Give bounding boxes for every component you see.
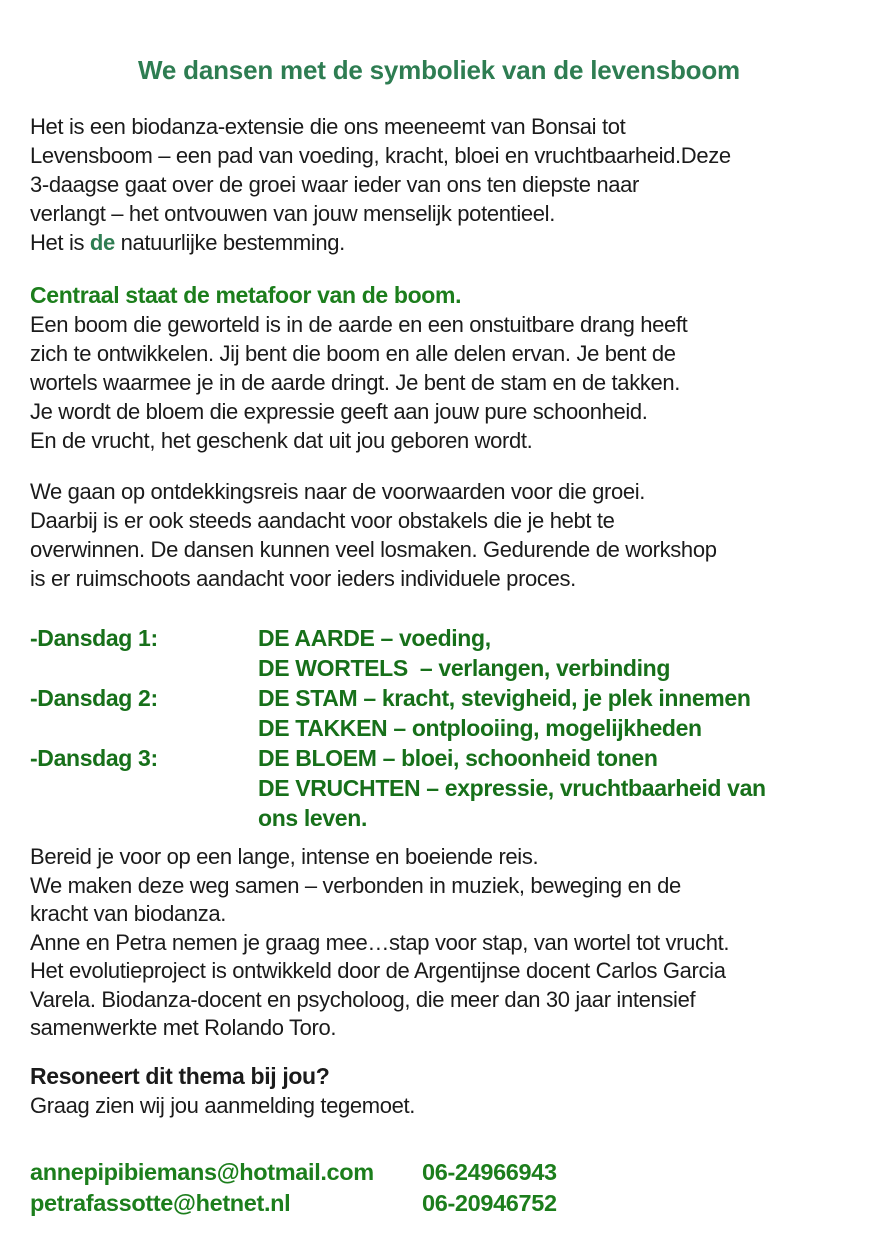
schedule-row [30,653,848,683]
journey-paragraph [30,843,848,1043]
text-line: We maken deze weg samen – verbonden in muziek, beweging en de [30,872,681,898]
dansdag-label: -Dansdag 3: [30,745,158,771]
text-line: Varela. Biodanza-docent en psycholoog, die meer dan 30 jaar intensief [30,986,696,1012]
contact-phone: 06-24966943 [422,1158,557,1185]
dansdag-label: -Dansdag 1: [30,625,158,651]
text-line: Daarbij is er ook steeds aandacht voor obstakels die je hebt te [30,508,615,533]
contact-row [30,1157,848,1188]
schedule-row [30,623,848,653]
text-line: Een boom die geworteld is in de aarde en een onstuitbare drang heeft [30,312,688,337]
text-line: Anne en Petra nemen je graag mee…stap voor stap, van wortel tot vrucht. [30,929,730,955]
schedule-topic: DE TAKKEN – ontplooiing, mogelijkheden [258,715,702,741]
intro-paragraph [30,112,848,257]
schedule [30,623,848,833]
text-line: En de vrucht, het geschenk dat uit jou geboren wordt. [30,428,533,453]
text-line: Levensboom – een pad van voeding, kracht, bloei en vruchtbaarheid.Deze [30,143,731,168]
text-line: Het is een biodanza-extensie die ons meeneemt van Bonsai tot [30,114,626,139]
schedule-row [30,743,848,773]
contact-phone: 06-20946752 [422,1189,557,1216]
text-segment: natuurlijke bestemming. [114,230,345,255]
text-line: samenwerkte met Rolando Toro. [30,1015,337,1040]
page-title: We dansen met de symboliek van de levensboom [138,55,740,85]
text-line: Bereid je voor op een lange, intense en boeiende reis. [30,844,539,869]
schedule-topic: ons leven. [258,805,367,831]
dansdag-label [30,713,258,743]
schedule-row [30,683,848,713]
text-line [30,228,848,257]
discovery-paragraph [30,477,848,593]
text-line: Je wordt de bloem die expressie geeft aan jouw pure schoonheid. [30,399,648,424]
schedule-row [30,803,848,833]
resonate-question: Resoneert dit thema bij jou? [30,1062,330,1089]
schedule-topic: DE VRUCHTEN – expressie, vruchtbaarheid van [258,775,766,801]
text-line: verlangt – het ontvouwen van jouw menselijk potentieel. [30,201,555,226]
text-segment: Het is [30,230,90,255]
text-line: is er ruimschoots aandacht voor ieders individuele proces. [30,566,576,591]
contact-block [30,1157,848,1219]
dansdag-label [30,803,258,833]
contact-email: annepipibiemans@hotmail.com [30,1158,374,1185]
signup-invitation: Graag zien wij jou aanmelding tegemoet. [30,1092,416,1118]
text-line: overwinnen. De dansen kunnen veel losmaken. Gedurende de workshop [30,537,717,562]
dansdag-label [30,653,258,683]
schedule-topic: DE AARDE – voeding, [258,625,491,651]
schedule-topic: DE BLOEM – bloei, schoonheid tonen [258,745,658,771]
schedule-row [30,773,848,803]
text-line: Het evolutieproject is ontwikkeld door de Argentijnse docent Carlos Garcia [30,958,726,983]
tree-metaphor-heading: Centraal staat de metafoor van de boom. [30,282,462,308]
text-line: 3-daagse gaat over de groei waar ieder van ons ten diepste naar [30,172,640,197]
text-line: zich te ontwikkelen. Jij bent die boom en alle delen ervan. Je bent de [30,341,676,366]
emphasis-de: de [89,230,115,255]
schedule-topic: DE WORTELS – verlangen, verbinding [258,655,671,681]
dansdag-label: -Dansdag 2: [30,685,158,711]
tree-metaphor-paragraph [30,310,848,455]
schedule-topic: DE STAM – kracht, stevigheid, je plek innemen [258,685,751,711]
schedule-row [30,713,848,743]
dansdag-label [30,773,258,803]
text-line: wortels waarmee je in de aarde dringt. Je bent de stam en de takken. [30,370,681,395]
contact-email: petrafassotte@hetnet.nl [30,1189,291,1216]
text-line: We gaan op ontdekkingsreis naar de voorwaarden voor die groei. [30,479,646,504]
text-line: kracht van biodanza. [30,901,227,926]
contact-row [30,1188,848,1219]
